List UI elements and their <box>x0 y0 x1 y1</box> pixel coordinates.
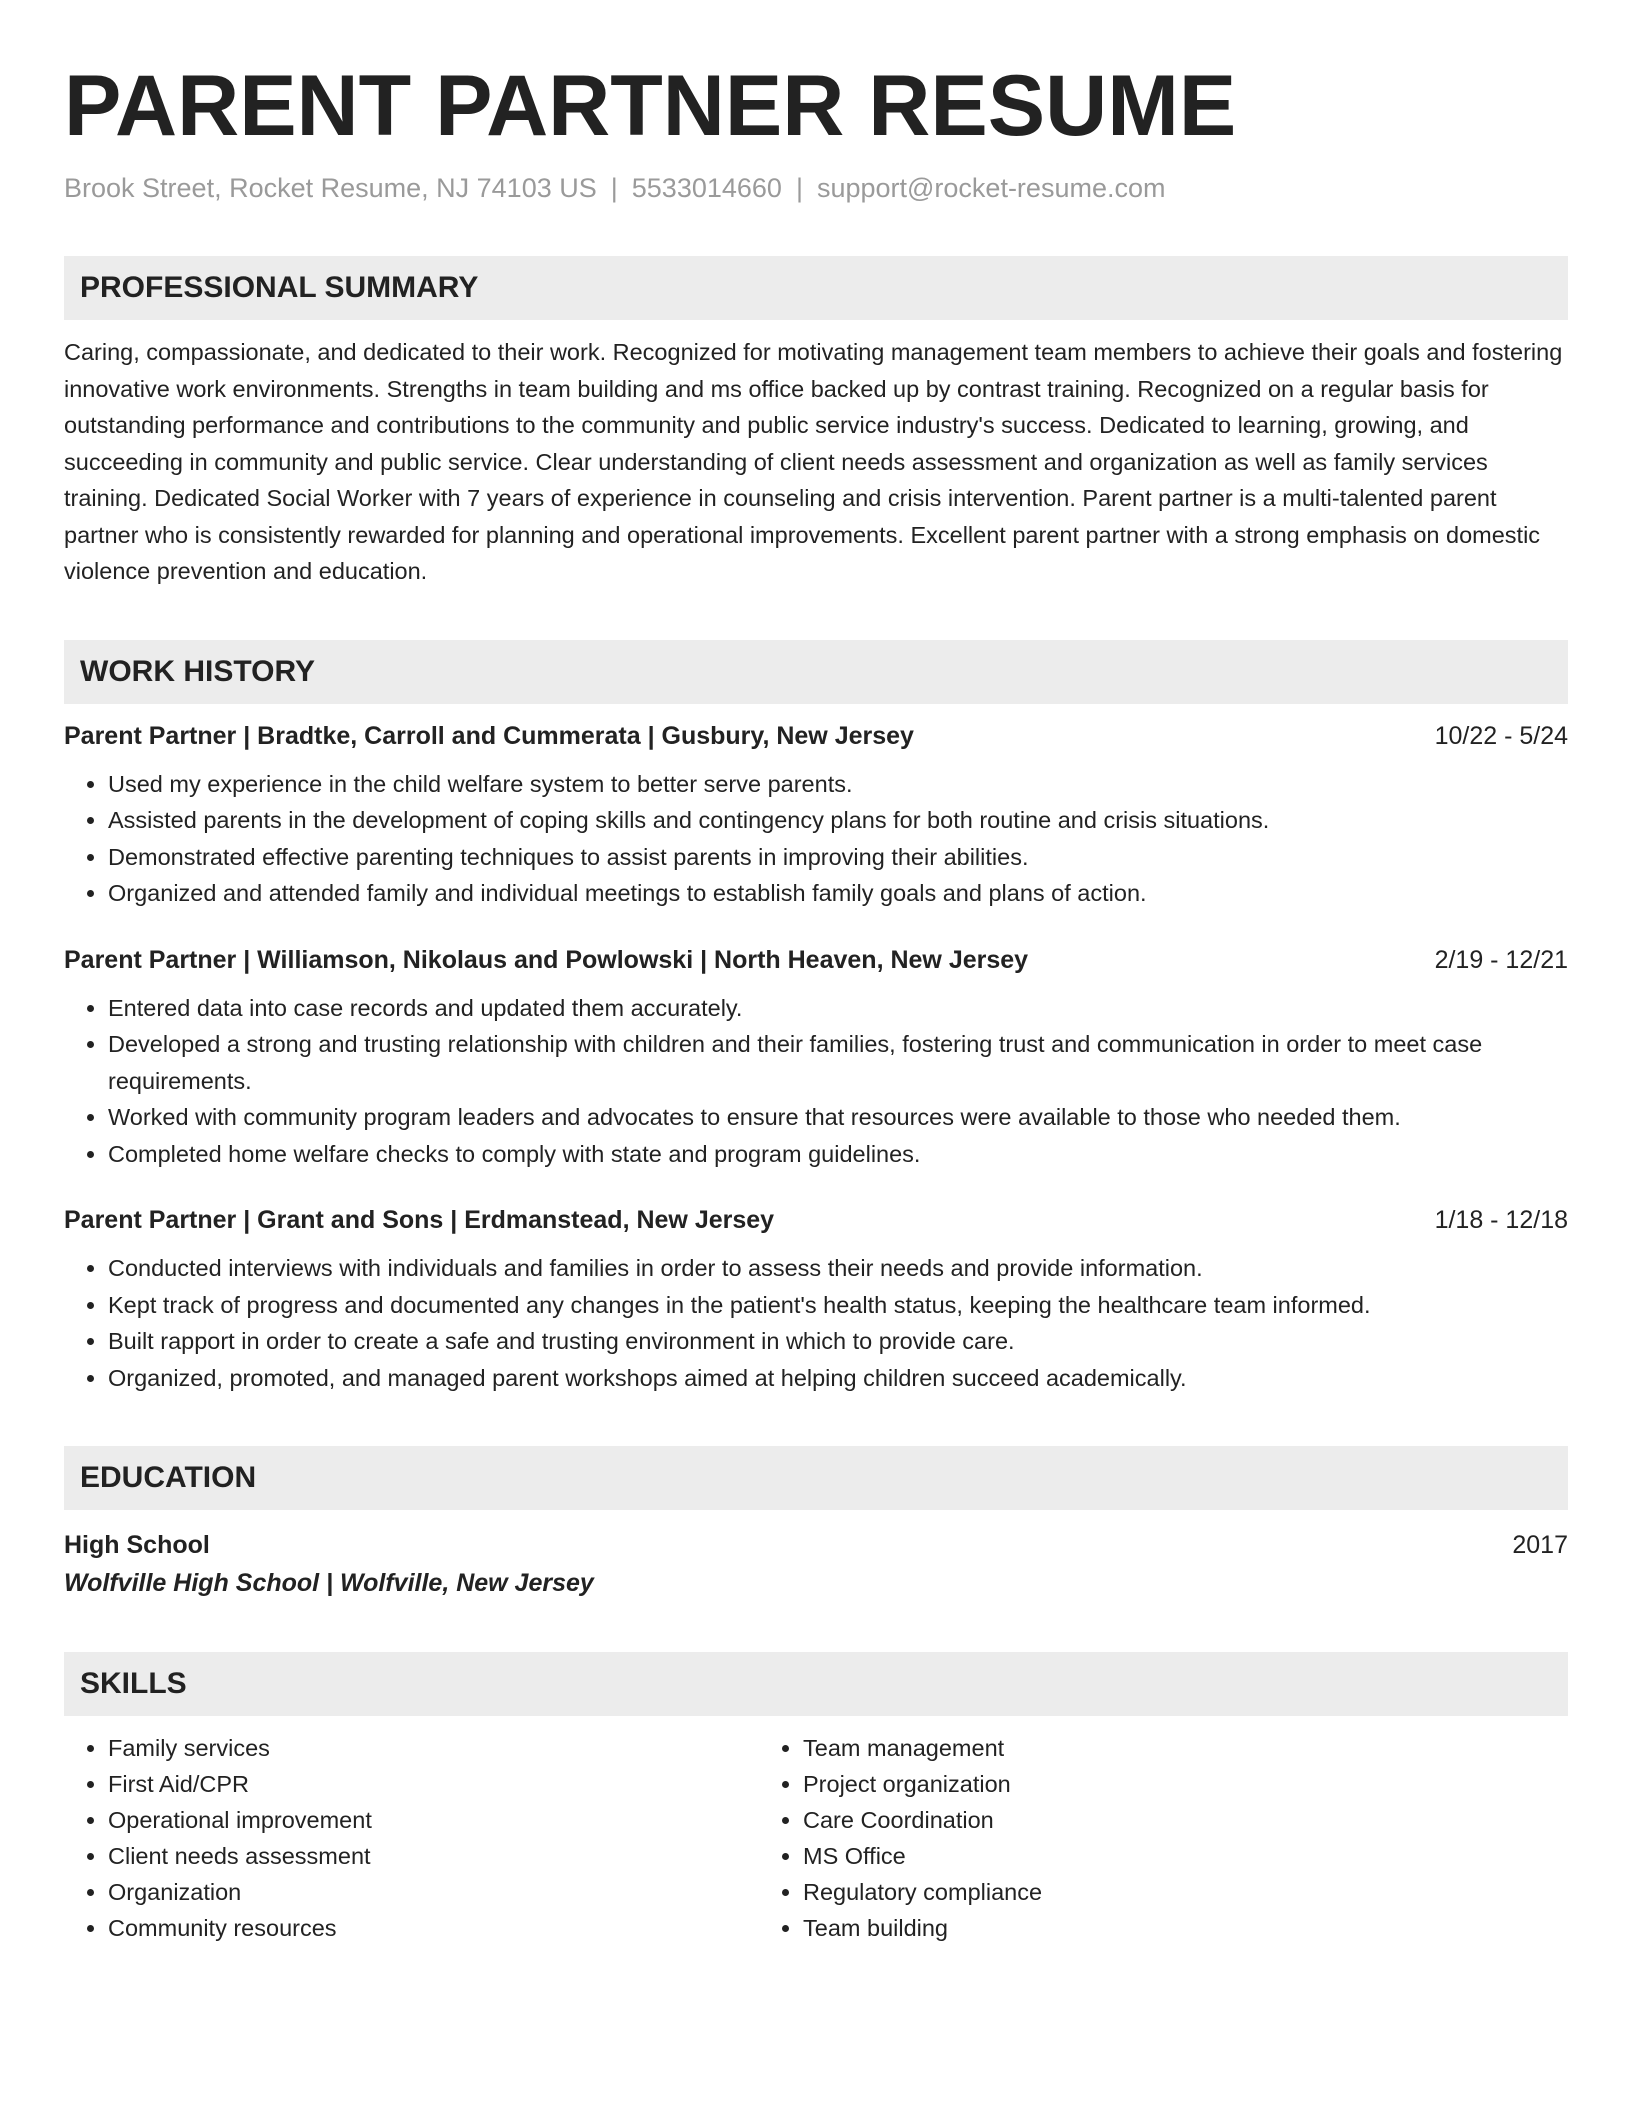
job-entry <box>64 940 1568 1173</box>
education-year: 2017 <box>1512 1531 1568 1559</box>
job-bullets <box>64 990 1568 1173</box>
summary-text: Caring, compassionate, and dedicated to their work. Recognized for motivating management team members to achieve their goals and fostering innovative work environments. Strengths in team building and ms office backed up by contrast training. Recognized on a regular basis for outstanding performance and contributions to the community and public service industry's success. Dedicated to learning, growing, and succeeding in community and public service. Clear understanding of client needs assessment and organization as well as family services training. Dedicated Social Worker with 7 years of experience in counseling and crisis intervention. Parent partner is a multi-talented parent partner who is consistently rewarded for planning and operational improvements. Excellent parent partner with a strong emphasis on domestic violence prevention and education. <box>64 339 1563 584</box>
contact-phone: 5533014660 <box>631 173 782 203</box>
skills-column-left <box>64 1730 759 1946</box>
summary-heading: PROFESSIONAL SUMMARY <box>64 256 1568 320</box>
job-bullet: • Assisted parents in the development of coping skills and contingency plans for both routine and crisis situations. <box>108 802 1568 839</box>
job-dates: 10/22 - 5/24 <box>1434 721 1568 750</box>
job-title: Parent Partner | Williamson, Nikolaus and Powlowski | North Heaven, New Jersey <box>64 945 1029 974</box>
contact-separator: | <box>610 173 618 203</box>
job-header <box>64 940 1568 980</box>
contact-address: Brook Street, Rocket Resume, NJ 74103 US <box>64 173 597 203</box>
job-title: Parent Partner | Bradtke, Carroll and Cummerata | Gusbury, New Jersey <box>64 721 914 750</box>
skill-item: • Community resources <box>108 1910 759 1946</box>
skills-heading: SKILLS <box>64 1652 1568 1716</box>
education-entry <box>64 1526 1568 1602</box>
contact-email: support@rocket-resume.com <box>816 173 1166 203</box>
job-bullet: • Organized, promoted, and managed parent workshops aimed at helping children succeed academically. <box>108 1360 1568 1397</box>
skill-item: • Team management <box>803 1730 1454 1766</box>
skill-item: • Family services <box>108 1730 759 1766</box>
education-header <box>64 1526 1568 1564</box>
skill-item: • Organization <box>108 1874 759 1910</box>
skill-item: • Project organization <box>803 1766 1454 1802</box>
contact-separator: | <box>795 173 803 203</box>
education-degree: High School <box>64 1531 210 1559</box>
job-bullet: • Used my experience in the child welfare system to better serve parents. <box>108 766 1568 803</box>
skill-item: • First Aid/CPR <box>108 1766 759 1802</box>
skill-item: • Operational improvement <box>108 1802 759 1838</box>
job-bullet: • Entered data into case records and updated them accurately. <box>108 990 1568 1027</box>
job-title: Parent Partner | Grant and Sons | Erdmanstead, New Jersey <box>64 1206 775 1234</box>
contact-line <box>64 170 1568 206</box>
skills-list <box>64 1730 1568 1946</box>
job-bullet: • Organized and attended family and individual meetings to establish family goals and plans of action. <box>108 875 1568 912</box>
job-entry <box>64 716 1568 912</box>
skill-item: • MS Office <box>803 1838 1454 1874</box>
skills-column-right <box>759 1730 1454 1946</box>
resume-title: PARENT PARTNER RESUME <box>64 58 1237 154</box>
job-bullet: • Conducted interviews with individuals and families in order to assess their needs and provide information. <box>108 1250 1568 1287</box>
job-dates: 1/18 - 12/18 <box>1434 1206 1568 1234</box>
work-history-heading: WORK HISTORY <box>64 640 1568 704</box>
skill-item: • Care Coordination <box>803 1802 1454 1838</box>
job-header <box>64 716 1568 756</box>
job-bullet: • Developed a strong and trusting relationship with children and their families, fostering trust and communication in order to meet case requirements. <box>108 1026 1568 1099</box>
skill-item: • Regulatory compliance <box>803 1874 1454 1910</box>
education-heading: EDUCATION <box>64 1446 1568 1510</box>
skill-item: • Client needs assessment <box>108 1838 759 1874</box>
job-header <box>64 1200 1568 1240</box>
skill-item: • Team building <box>803 1910 1454 1946</box>
job-dates: 2/19 - 12/21 <box>1434 945 1568 974</box>
job-bullet: • Built rapport in order to create a safe and trusting environment in which to provide care. <box>108 1323 1568 1360</box>
job-bullet: • Completed home welfare checks to comply with state and program guidelines. <box>108 1136 1568 1173</box>
job-bullet: • Kept track of progress and documented any changes in the patient's health status, keeping the healthcare team informed. <box>108 1287 1568 1324</box>
job-entry <box>64 1200 1568 1396</box>
education-school: Wolfville High School | Wolfville, New Jersey <box>64 1569 594 1597</box>
job-bullets <box>64 1250 1568 1396</box>
job-bullet: • Demonstrated effective parenting techniques to assist parents in improving their abilities. <box>108 839 1568 876</box>
job-bullet: • Worked with community program leaders and advocates to ensure that resources were available to those who needed them. <box>108 1099 1568 1136</box>
job-bullets <box>64 766 1568 912</box>
